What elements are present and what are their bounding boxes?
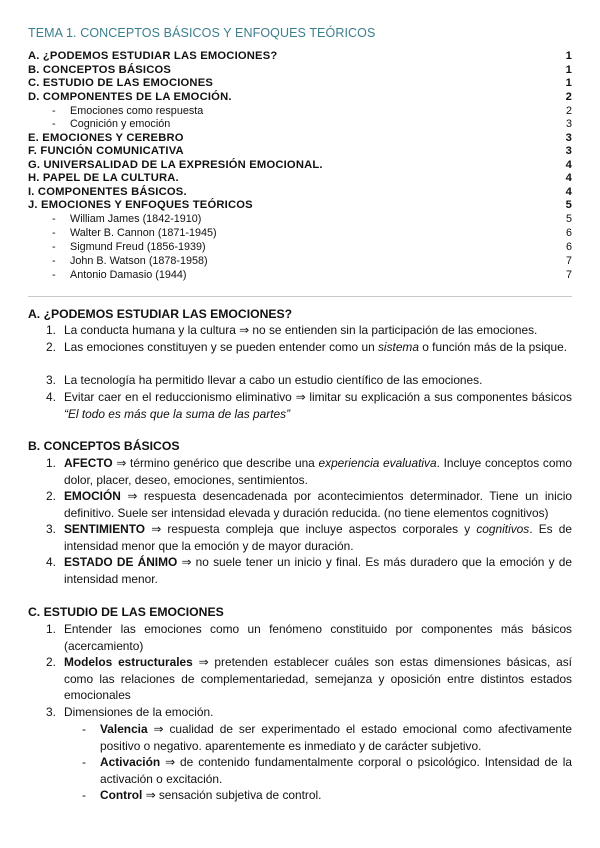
item-text: Dimensiones de la emoción. xyxy=(64,705,214,719)
document-title: TEMA 1. CONCEPTOS BÁSICOS Y ENFOQUES TEÓRICOS xyxy=(28,26,376,40)
item-text: La conducta humana y la cultura ⇒ no se entienden sin la participación de las emociones. xyxy=(64,323,538,337)
toc-subentry[interactable] xyxy=(28,269,572,283)
toc-page-number: 4 xyxy=(565,158,572,171)
toc-subentry[interactable] xyxy=(28,255,572,269)
toc-subentry[interactable] xyxy=(28,241,572,255)
toc-label: G. UNIVERSALIDAD DE LA EXPRESIÓN EMOCIONAL. xyxy=(28,158,323,171)
toc-entry[interactable] xyxy=(28,64,572,78)
toc-page-number: 6 xyxy=(565,241,572,253)
dimension-term: Valencia xyxy=(100,722,148,736)
toc-entry[interactable] xyxy=(28,50,572,64)
item-text: o función más de la psique. xyxy=(418,340,568,354)
item-emphasis: sistema xyxy=(377,340,419,354)
toc-dash: - xyxy=(52,241,56,253)
toc-dash: - xyxy=(52,104,56,117)
item-number: 1. xyxy=(46,622,56,636)
toc-page-number: 1 xyxy=(565,50,572,62)
item-text: ⇒ respuesta compleja que incluye aspectos corporales y xyxy=(145,522,477,536)
toc-dash: - xyxy=(52,118,56,130)
toc-page-number: 3 xyxy=(565,131,572,144)
item-number: 3. xyxy=(46,522,56,536)
toc-entry[interactable] xyxy=(28,77,572,91)
item-number: 2. xyxy=(46,655,56,669)
toc-label: Walter B. Cannon (1871-1945) xyxy=(70,227,217,239)
toc-page-number: 2 xyxy=(565,104,572,117)
toc-label: H. PAPEL DE LA CULTURA. xyxy=(28,172,179,184)
item-text: ⇒ respuesta desencadenada por acontecimientos determinador. Tiene un inicio definitivo. Suele ser intensidad elevada y duración reducida. (no tiene elementos cognitivos) xyxy=(64,489,572,520)
item-term: ESTADO DE ÁNIMO xyxy=(64,555,178,569)
item-text: Las emociones constituyen y se pueden entender como un xyxy=(64,340,378,354)
dimension-item xyxy=(82,721,572,754)
list-item xyxy=(46,654,572,704)
toc-entry[interactable] xyxy=(28,199,572,213)
toc-page-number: 4 xyxy=(565,185,572,198)
toc-subentry[interactable] xyxy=(28,227,572,241)
list-item xyxy=(46,488,572,521)
item-number: 2. xyxy=(46,489,56,503)
toc-label: F. FUNCIÓN COMUNICATIVA xyxy=(28,145,184,157)
item-text: La tecnología ha permitido llevar a cabo un estudio científico de las emociones. xyxy=(64,373,483,387)
toc-label: C. ESTUDIO DE LAS EMOCIONES xyxy=(28,77,214,89)
toc-subentry[interactable] xyxy=(28,118,572,132)
dimension-text: ⇒ cualidad de ser experimentado el estado emocional como afectivamente positivo o negativo. aparentemente es inmediato y de carácter subjetivo. xyxy=(100,722,572,753)
toc-label: Sigmund Freud (1856-1939) xyxy=(70,241,206,253)
item-text: Entender las emociones como un fenómeno constituido por componentes más básicos (acercamiento) xyxy=(64,622,572,653)
section-heading-b: B. CONCEPTOS BÁSICOS xyxy=(28,439,180,453)
toc-label: Antonio Damasio (1944) xyxy=(70,269,187,281)
item-text: ⇒ término genérico que describe una xyxy=(112,456,319,470)
item-text: Evitar caer en el reduccionismo eliminativo ⇒ limitar su explicación a sus componentes básicos xyxy=(64,390,572,404)
toc-dash: - xyxy=(52,269,56,281)
toc-page-number: 5 xyxy=(565,199,572,211)
item-term: Modelos estructurales xyxy=(64,655,193,669)
toc-subentry[interactable] xyxy=(28,213,572,227)
section-divider xyxy=(28,296,572,297)
dimension-term: Activación xyxy=(100,755,161,769)
toc-label: D. COMPONENTES DE LA EMOCIÓN. xyxy=(28,90,232,103)
item-emphasis: experiencia evaluativa xyxy=(318,456,437,470)
toc-entry[interactable] xyxy=(28,145,572,159)
item-number: 2. xyxy=(46,340,56,354)
section-heading-a: A. ¿PODEMOS ESTUDIAR LAS EMOCIONES? xyxy=(28,307,293,321)
toc-entry[interactable] xyxy=(28,172,572,186)
toc-label: I. COMPONENTES BÁSICOS. xyxy=(28,185,187,198)
toc-label: J. EMOCIONES Y ENFOQUES TEÓRICOS xyxy=(28,199,253,211)
item-term: EMOCIÓN xyxy=(64,489,121,503)
toc-page-number: 7 xyxy=(565,269,572,281)
bullet-dash: - xyxy=(82,788,86,802)
item-number: 4. xyxy=(46,555,56,569)
bullet-dash: - xyxy=(82,755,86,769)
toc-entry[interactable] xyxy=(28,91,572,105)
item-number: 3. xyxy=(46,373,56,387)
item-text: ⇒ no suele tener un inicio y final. Es más duradero que la emoción y de intensidad menor. xyxy=(64,555,573,586)
item-term: AFECTO xyxy=(64,456,113,470)
toc-dash: - xyxy=(52,255,56,267)
toc-entry[interactable] xyxy=(28,186,572,200)
list-item xyxy=(46,621,572,654)
toc-page-number: 6 xyxy=(565,227,572,239)
list-item xyxy=(46,389,572,422)
toc-dash: - xyxy=(52,227,56,239)
list-item xyxy=(46,339,572,356)
toc-label: Emociones como respuesta xyxy=(70,104,204,117)
item-number: 1. xyxy=(46,323,56,337)
toc-label: E. EMOCIONES Y CEREBRO xyxy=(28,131,184,144)
toc-page-number: 1 xyxy=(565,63,572,76)
list-item xyxy=(46,322,572,339)
list-item xyxy=(46,372,572,389)
list-item xyxy=(46,704,572,721)
item-term: SENTIMIENTO xyxy=(64,522,146,536)
item-text: ⇒ pretenden establecer cuáles son estas dimensiones básicas, así como las relaciones de complementariedad, semejanza y oposición entre distintos estados emocionales xyxy=(64,655,572,703)
toc-label: Cognición y emoción xyxy=(70,118,171,130)
item-number: 4. xyxy=(46,390,56,404)
toc-label: A. ¿PODEMOS ESTUDIAR LAS EMOCIONES? xyxy=(28,50,278,62)
list-item xyxy=(46,521,573,554)
item-emphasis: “El todo es más que la suma de las partes” xyxy=(64,406,291,421)
toc-entry[interactable] xyxy=(28,159,572,173)
bullet-dash: - xyxy=(82,722,86,736)
list-item xyxy=(46,554,573,587)
toc-entry[interactable] xyxy=(28,132,572,146)
item-emphasis: cognitivos xyxy=(476,522,530,536)
section-heading-c: C. ESTUDIO DE LAS EMOCIONES xyxy=(28,605,224,619)
toc-label: B. CONCEPTOS BÁSICOS xyxy=(28,63,172,76)
toc-label: William James (1842-1910) xyxy=(70,213,202,225)
dimension-text: ⇒ de contenido fundamentalmente corporal o psicológico. Intensidad de la activación o excitación. xyxy=(100,755,572,786)
toc-page-number: 4 xyxy=(565,172,572,184)
toc-page-number: 5 xyxy=(565,213,572,225)
toc-page-number: 2 xyxy=(565,90,572,103)
list-item xyxy=(46,455,572,488)
toc-page-number: 3 xyxy=(565,118,572,130)
dimension-item xyxy=(82,787,572,804)
toc-subentry[interactable] xyxy=(28,105,572,119)
toc-label: John B. Watson (1878-1958) xyxy=(70,255,208,267)
item-number: 1. xyxy=(46,456,56,470)
dimension-text: ⇒ sensación subjetiva de control. xyxy=(142,788,322,802)
toc-page-number: 1 xyxy=(565,77,572,89)
item-text: . Es de intensidad menor que la emoción y de mayor duración. xyxy=(64,522,573,553)
item-number: 3. xyxy=(46,705,56,719)
item-text: . Incluye conceptos como dolor, placer, deseo, emociones, sentimientos. xyxy=(64,456,572,487)
dimension-item xyxy=(82,754,572,787)
toc-dash: - xyxy=(52,213,56,225)
toc-page-number: 7 xyxy=(565,255,572,267)
dimension-term: Control xyxy=(100,788,143,802)
toc-page-number: 3 xyxy=(565,145,572,157)
